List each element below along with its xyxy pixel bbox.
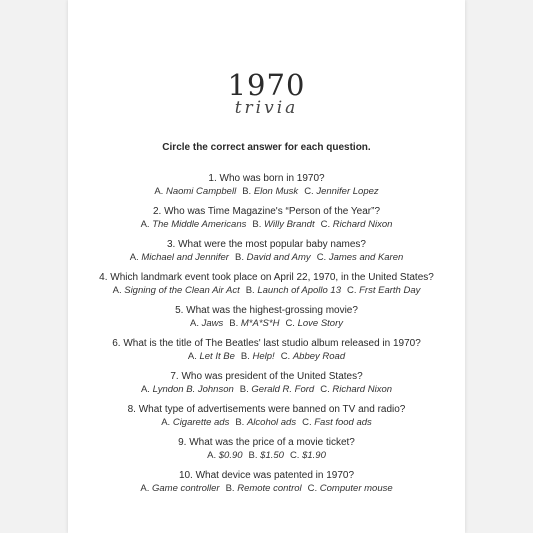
answer-option[interactable]: [141, 384, 234, 395]
answer-option-letter: A.: [207, 450, 217, 461]
question-text: 7. Who was president of the United States?: [170, 371, 363, 382]
answer-option-letter: B.: [229, 318, 239, 329]
answer-option-letter: C.: [320, 384, 330, 395]
answer-option-text: Fast food ads: [314, 417, 372, 428]
answer-option-text: Elon Musk: [253, 186, 299, 197]
question-item: [68, 272, 465, 305]
answer-option-text: David and Amy: [246, 252, 311, 263]
answer-option[interactable]: [281, 351, 345, 362]
answer-option[interactable]: [321, 219, 393, 230]
answer-option-letter: C.: [289, 450, 300, 461]
answer-option[interactable]: [190, 318, 223, 329]
answer-option-text: Jaws: [201, 318, 224, 329]
answer-option-text: James and Karen: [328, 252, 404, 263]
answer-option-letter: A.: [140, 483, 150, 494]
answer-option[interactable]: [235, 252, 311, 263]
answer-option[interactable]: [290, 450, 326, 461]
answer-option-letter: B.: [242, 186, 252, 197]
answer-option[interactable]: [130, 252, 229, 263]
page-title: 1970: [227, 68, 306, 102]
answer-option-text: Richard Nixon: [332, 219, 393, 230]
question-text: 8. What type of advertisements were banned on TV and radio?: [127, 404, 406, 415]
answer-option-letter: C.: [302, 417, 312, 428]
question-text: 2. Who was Time Magazine's “Person of the Year”?: [152, 206, 381, 217]
answer-option[interactable]: [141, 219, 247, 230]
answer-option-text: Love Story: [297, 318, 343, 329]
answer-option-letter: C.: [346, 285, 357, 296]
answer-option-letter: B.: [239, 384, 249, 395]
answer-option-letter: C.: [285, 318, 295, 329]
answer-option-text: Gerald R. Ford: [251, 384, 315, 395]
answer-options: [68, 317, 465, 330]
answer-option-letter: C.: [280, 351, 291, 362]
answer-option[interactable]: [347, 285, 420, 296]
answer-option-letter: B.: [234, 252, 244, 263]
answer-option-text: Signing of the Clean Air Act: [124, 285, 240, 296]
question-item: [68, 206, 465, 239]
answer-option-letter: C.: [307, 483, 318, 494]
answer-option[interactable]: [140, 483, 219, 494]
page-subtitle: trivia: [234, 98, 299, 118]
answer-option-text: Abbey Road: [292, 351, 346, 362]
question-item: [68, 305, 465, 338]
answer-option-text: Game controller: [151, 483, 220, 494]
answer-option-letter: B.: [240, 351, 250, 362]
question-text: 10. What device was patented in 1970?: [178, 470, 355, 481]
answer-option-text: Help!: [252, 351, 275, 362]
answer-option-letter: B.: [248, 450, 258, 461]
answer-option-text: $0.90: [218, 450, 243, 461]
answer-option-text: Remote control: [237, 483, 302, 494]
answer-option-letter: A.: [187, 351, 197, 362]
answer-option-text: Willy Brandt: [263, 219, 315, 230]
answer-options: [68, 416, 465, 429]
answer-option-letter: A.: [129, 252, 139, 263]
answer-option-letter: A.: [189, 318, 199, 329]
question-text: 5. What was the highest-grossing movie?: [175, 305, 358, 316]
answer-options: [68, 284, 465, 297]
answer-options: [68, 185, 465, 198]
answer-option-text: Naomi Campbell: [165, 186, 237, 197]
answer-options: [68, 482, 465, 495]
answer-option-text: Frst Earth Day: [359, 285, 421, 296]
question-item: [68, 371, 465, 404]
answer-options: [68, 251, 465, 264]
answer-option-text: Let It Be: [199, 351, 235, 362]
answer-options: [68, 350, 465, 363]
answer-option-letter: A.: [161, 417, 171, 428]
instructions: Circle the correct answer for each question.: [162, 142, 371, 153]
question-text: 4. Which landmark event took place on April 22, 1970, in the United States?: [99, 272, 434, 283]
answer-option[interactable]: [235, 417, 296, 428]
answer-option-letter: B.: [252, 219, 262, 230]
answer-option-letter: B.: [225, 483, 235, 494]
answer-option-text: M*A*S*H: [240, 318, 280, 329]
answer-option[interactable]: [188, 351, 235, 362]
answer-option[interactable]: [249, 450, 284, 461]
answer-option-letter: C.: [320, 219, 331, 230]
answer-option-text: Lyndon B. Johnson: [152, 384, 234, 395]
answer-option-letter: A.: [140, 384, 150, 395]
answer-option-letter: B.: [235, 417, 245, 428]
answer-option[interactable]: [229, 318, 279, 329]
answer-option[interactable]: [241, 351, 275, 362]
answer-option[interactable]: [161, 417, 229, 428]
question-item: [68, 437, 465, 470]
answer-option-letter: A.: [112, 285, 122, 296]
question-list: [68, 173, 465, 503]
answer-option-letter: B.: [245, 285, 255, 296]
question-text: 3. What were the most popular baby names?: [167, 239, 366, 250]
question-item: [68, 173, 465, 206]
answer-option-text: Computer mouse: [319, 483, 393, 494]
answer-option[interactable]: [252, 219, 314, 230]
question-item: [68, 404, 465, 437]
answer-option[interactable]: [246, 285, 341, 296]
answer-option-letter: A.: [154, 186, 164, 197]
answer-option-text: The Middle Americans: [152, 219, 247, 230]
answer-option[interactable]: [226, 483, 302, 494]
question-text: 9. What was the price of a movie ticket?: [178, 437, 355, 448]
trivia-card: [68, 0, 465, 533]
question-item: [68, 239, 465, 272]
answer-option-text: Cigarette ads: [172, 417, 230, 428]
answer-option[interactable]: [304, 186, 378, 197]
answer-option[interactable]: [308, 483, 393, 494]
question-item: [68, 470, 465, 503]
question-item: [68, 338, 465, 371]
answer-option-text: Alcohol ads: [246, 417, 297, 428]
answer-option-text: Jennifer Lopez: [316, 186, 379, 197]
answer-option[interactable]: [320, 384, 392, 395]
question-text: 1. Who was born in 1970?: [208, 173, 325, 184]
answer-option[interactable]: [207, 450, 242, 461]
answer-option-letter: A.: [140, 219, 150, 230]
answer-option[interactable]: [302, 417, 372, 428]
answer-option-text: $1.50: [260, 450, 284, 461]
answer-option[interactable]: [242, 186, 298, 197]
answer-option[interactable]: [154, 186, 236, 197]
answer-option-text: Richard Nixon: [332, 384, 393, 395]
answer-options: [68, 449, 465, 462]
answer-option-text: Launch of Apollo 13: [257, 285, 341, 296]
answer-option[interactable]: [317, 252, 404, 263]
answer-option-text: Michael and Jennifer: [141, 252, 229, 263]
answer-option[interactable]: [113, 285, 240, 296]
answer-options: [68, 218, 465, 231]
answer-options: [68, 383, 465, 396]
answer-option[interactable]: [285, 318, 343, 329]
answer-option[interactable]: [240, 384, 314, 395]
question-text: 6. What is the title of The Beatles' last studio album released in 1970?: [112, 338, 421, 349]
answer-option-letter: C.: [304, 186, 314, 197]
answer-option-text: $1.90: [302, 450, 326, 461]
answer-option-letter: C.: [316, 252, 327, 263]
